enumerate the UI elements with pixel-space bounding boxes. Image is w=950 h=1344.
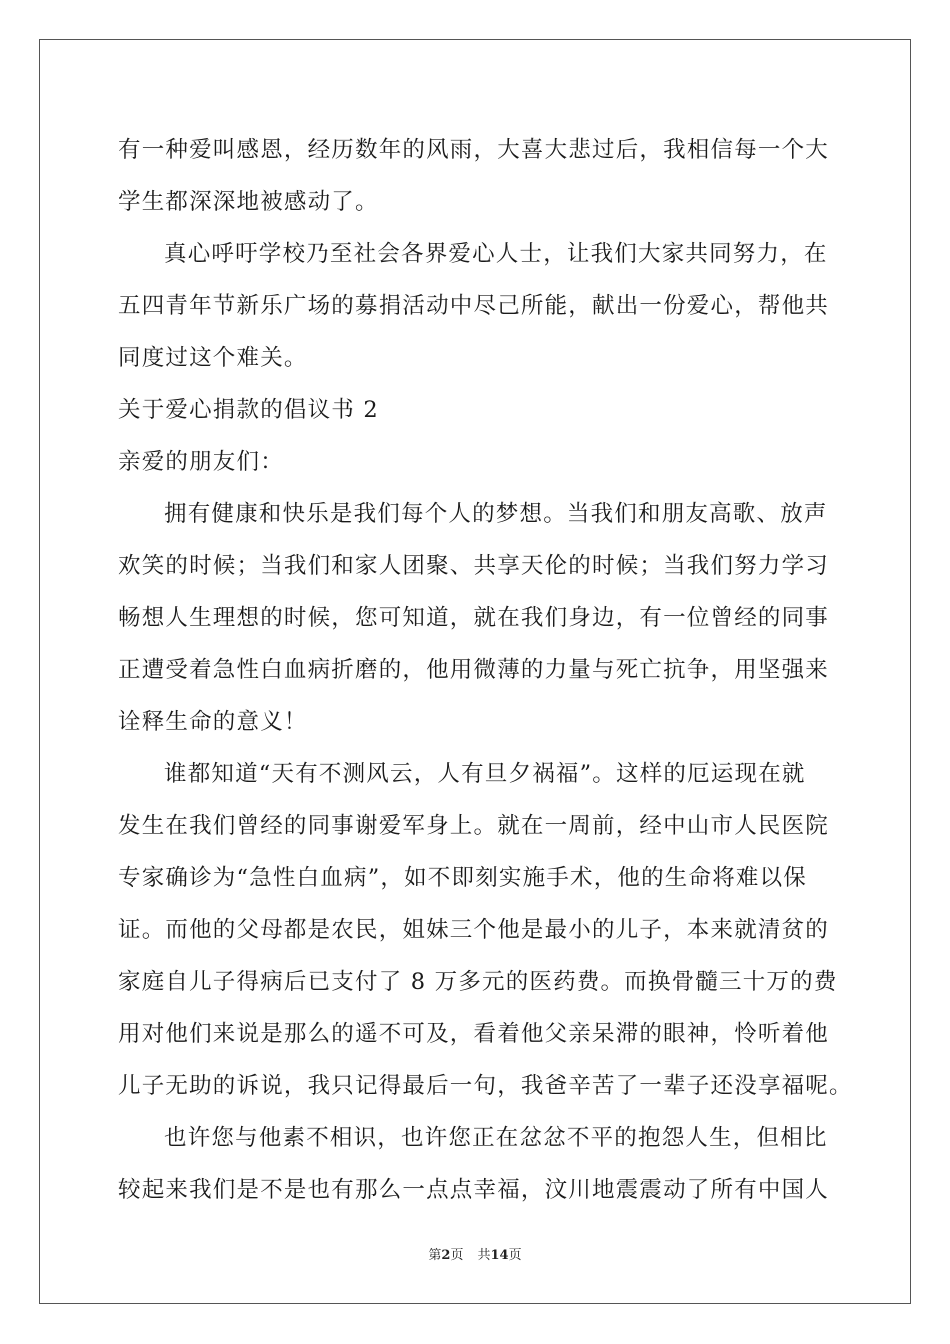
paragraph-start: 真心呼吁学校乃至社会各界爱心人士，让我们大家共同努力，在 bbox=[164, 241, 828, 267]
page-footer bbox=[0, 1244, 950, 1263]
total-suffix: 页 bbox=[508, 1248, 522, 1263]
text-line: 有一种爱叫感恩，经历数年的风雨，大喜大悲过后，我相信每一个大 bbox=[118, 137, 830, 163]
paragraph-start: 谁都知道“天有不测风云，人有旦夕祸福”。这样的厄运现在就 bbox=[164, 761, 806, 787]
text-line: 证。而他的父母都是农民，姐妹三个他是最小的儿子，本来就清贫的 bbox=[118, 917, 830, 943]
page-number: 2 bbox=[441, 1248, 451, 1263]
paragraph-start: 拥有健康和快乐是我们每个人的梦想。当我们和朋友高歌、放声 bbox=[164, 501, 828, 527]
page-prefix: 第 bbox=[428, 1248, 442, 1263]
page-suffix: 页 bbox=[450, 1248, 464, 1263]
text-line: 同度过这个难关。 bbox=[118, 345, 308, 371]
document-body bbox=[118, 128, 853, 1220]
section-heading: 关于爱心捐款的倡议书 2 bbox=[118, 397, 379, 423]
total-prefix: 共 bbox=[477, 1248, 491, 1263]
text-line: 畅想人生理想的时候，您可知道，就在我们身边，有一位曾经的同事 bbox=[118, 605, 830, 631]
text-line: 诠释生命的意义！ bbox=[118, 709, 308, 735]
text-line: 五四青年节新乐广场的募捐活动中尽己所能，献出一份爱心，帮他共 bbox=[118, 293, 830, 319]
text-line: 家庭自儿子得病后已支付了 8 万多元的医药费。而换骨髓三十万的费 bbox=[118, 969, 838, 995]
total-pages: 14 bbox=[490, 1248, 509, 1263]
text-line: 发生在我们曾经的同事谢爱军身上。就在一周前，经中山市人民医院 bbox=[118, 813, 830, 839]
text-line: 正遭受着急性白血病折磨的，他用微薄的力量与死亡抗争，用坚强来 bbox=[118, 657, 830, 683]
text-line: 儿子无助的诉说，我只记得最后一句，我爸辛苦了一辈子还没享福呢。 bbox=[118, 1073, 853, 1099]
text-line: 欢笑的时候；当我们和家人团聚、共享天伦的时候；当我们努力学习 bbox=[118, 553, 830, 579]
text-line: 较起来我们是不是也有那么一点点幸福，汶川地震震动了所有中国人 bbox=[118, 1177, 830, 1203]
text-line: 学生都深深地被感动了。 bbox=[118, 189, 379, 215]
text-line: 专家确诊为“急性白血病”，如不即刻实施手术，他的生命将难以保 bbox=[118, 865, 808, 891]
paragraph-start: 也许您与他素不相识，也许您正在忿忿不平的抱怨人生，但相比 bbox=[164, 1125, 828, 1151]
text-line: 用对他们来说是那么的遥不可及，看着他父亲呆滞的眼神，怜听着他 bbox=[118, 1021, 830, 1047]
salutation: 亲爱的朋友们： bbox=[118, 449, 284, 475]
